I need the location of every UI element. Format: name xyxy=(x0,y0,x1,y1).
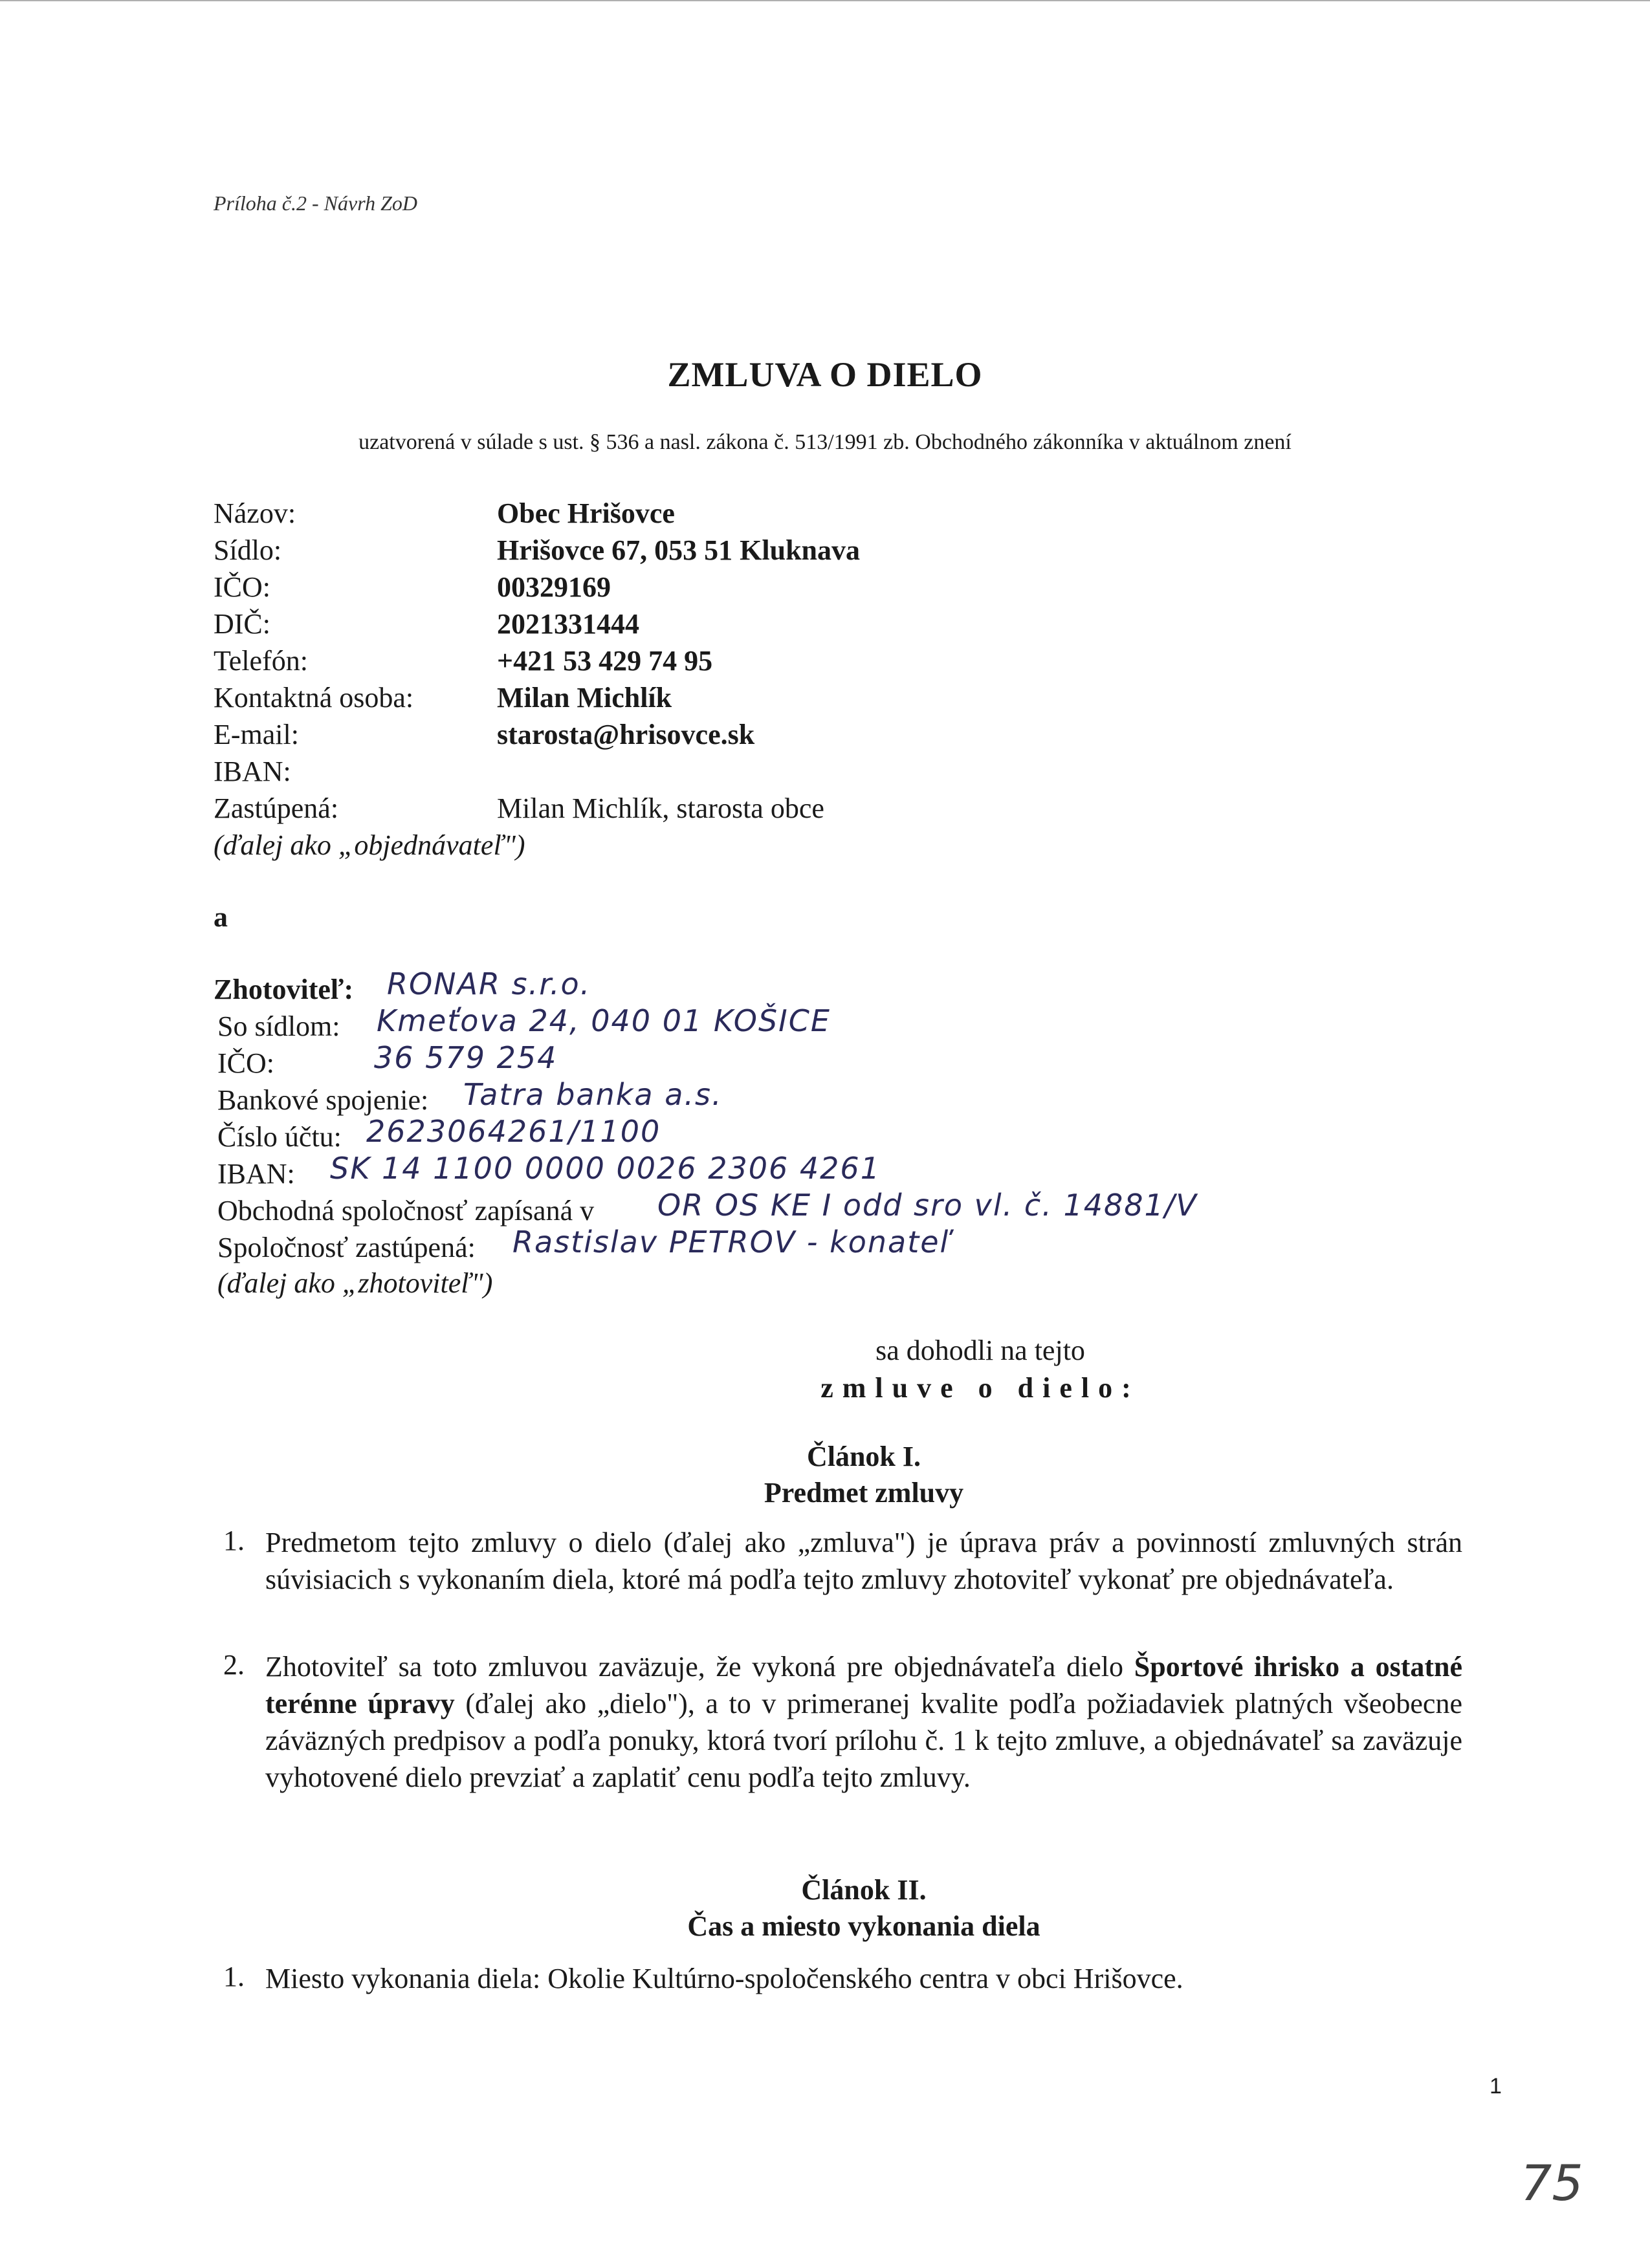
client-phone-label: Telefón: xyxy=(214,645,308,677)
article-1-item-1-text: Predmetom tejto zmluvy o dielo (ďalej ako „zmluva") je úprava práv a povinností zmluvných strán súvisiacich s vykonaním diela, ktoré má podľa tejto zmluvy zhotoviteľ vykonať pre objednávateľa. xyxy=(265,1527,1462,1595)
contractor-iban-handwritten: SK 14 1100 0000 0026 2306 4261 xyxy=(330,1151,881,1186)
article-1-item-1-number: 1. xyxy=(223,1525,245,1556)
client-address-label: Sídlo: xyxy=(214,534,282,566)
agreement-line-1: sa dohodli na tejto xyxy=(875,1335,1085,1366)
article-1-item-2-text xyxy=(265,1648,1462,1796)
article-1-item-2-number: 2. xyxy=(223,1649,245,1681)
client-iban-label: IBAN: xyxy=(214,756,291,787)
contractor-account-label: Číslo účtu: xyxy=(217,1121,342,1153)
contractor-represented-handwritten: Rastislav PETROV - konateľ xyxy=(512,1225,950,1259)
document-subtitle: uzatvorená v súlade s ust. § 536 a nasl. zákona č. 513/1991 zb. Obchodného zákonníka v aktuálnom znení xyxy=(358,430,1292,454)
contractor-address-handwritten: Kmeťova 24, 040 01 KOŠICE xyxy=(377,1003,831,1038)
article-1-item-2-text-part-1: Zhotoviteľ sa toto zmluvou zaväzuje, že vykoná pre objednávateľa dielo xyxy=(265,1651,1134,1683)
client-contact-label: Kontaktná osoba: xyxy=(214,682,414,714)
client-email-value: starosta@hrisovce.sk xyxy=(497,719,755,750)
contractor-iban-label: IBAN: xyxy=(217,1158,295,1190)
client-alias: (ďalej ako „objednávateľ") xyxy=(214,829,525,861)
article-1-number: Článok I. xyxy=(806,1441,921,1472)
article-1-item-2-text-part-2: (ďalej ako „dielo"), a to v primeranej kvalite podľa požiadaviek platných všeobecne záväzných predpisov a podľa ponuky, ktorá tvorí prílohu č. 1 k tejto zmluve, a objednávateľ sa zaväzuje vyhotovené dielo prevziať a zaplatiť cenu podľa tejto zmluvy. xyxy=(265,1688,1462,1793)
attachment-label: Príloha č.2 - Návrh ZoD xyxy=(214,191,417,215)
contractor-ico-label: IČO: xyxy=(217,1047,274,1079)
client-represented-label: Zastúpená: xyxy=(214,792,339,824)
article-2-title: Čas a miesto vykonania diela xyxy=(687,1910,1040,1942)
scan-edge-line xyxy=(0,0,1650,1)
client-ico-value: 00329169 xyxy=(497,571,611,603)
client-dic-label: DIČ: xyxy=(214,608,270,640)
work-name: Športové ihrisko a ostatné terénne úpravy xyxy=(265,1651,1463,1719)
contractor-account-handwritten: 2623064261/1100 xyxy=(366,1114,661,1149)
client-ico-label: IČO: xyxy=(214,571,270,603)
client-contact-value: Milan Michlík xyxy=(497,682,672,714)
contractor-bank-handwritten: Tatra banka a.s. xyxy=(463,1077,723,1112)
conjunction: a xyxy=(214,901,228,933)
client-email-label: E-mail: xyxy=(214,719,299,750)
client-phone-value: +421 53 429 74 95 xyxy=(497,645,713,677)
document-title: ZMLUVA O DIELO xyxy=(667,355,983,394)
contractor-represented-label: Spoločnosť zastúpená: xyxy=(217,1232,476,1263)
agreement-line-2: zmluve o dielo: xyxy=(820,1372,1140,1404)
client-dic-value: 2021331444 xyxy=(497,608,639,640)
client-address-value: Hrišovce 67, 053 51 Kluknava xyxy=(497,534,861,566)
contractor-registry-handwritten: OR OS KE I odd sro vl. č. 14881/V xyxy=(657,1188,1198,1223)
contractor-name-handwritten: RONAR s.r.o. xyxy=(387,966,591,1001)
contractor-alias: (ďalej ako „zhotoviteľ") xyxy=(217,1267,493,1299)
client-name-label: Názov: xyxy=(214,497,296,529)
contractor-ico-handwritten: 36 579 254 xyxy=(374,1040,558,1075)
article-2-number: Článok II. xyxy=(801,1874,927,1906)
page-number: 1 xyxy=(1490,2074,1502,2099)
client-represented-value: Milan Michlík, starosta obce xyxy=(497,792,824,824)
contractor-name-label: Zhotoviteľ: xyxy=(214,974,354,1005)
client-name-value: Obec Hrišovce xyxy=(497,497,675,529)
handwritten-folio-number: 75 xyxy=(1521,2154,1583,2212)
article-2-item-1-text: Miesto vykonania diela: Okolie Kultúrno-spoločenského centra v obci Hrišovce. xyxy=(265,1963,1183,1994)
contractor-registry-label: Obchodná spoločnosť zapísaná v xyxy=(217,1195,595,1227)
contractor-address-label: So sídlom: xyxy=(217,1010,340,1042)
contractor-bank-label: Bankové spojenie: xyxy=(217,1084,429,1116)
article-1-title: Predmet zmluvy xyxy=(764,1477,964,1509)
article-2-item-1-number: 1. xyxy=(223,1961,245,1992)
